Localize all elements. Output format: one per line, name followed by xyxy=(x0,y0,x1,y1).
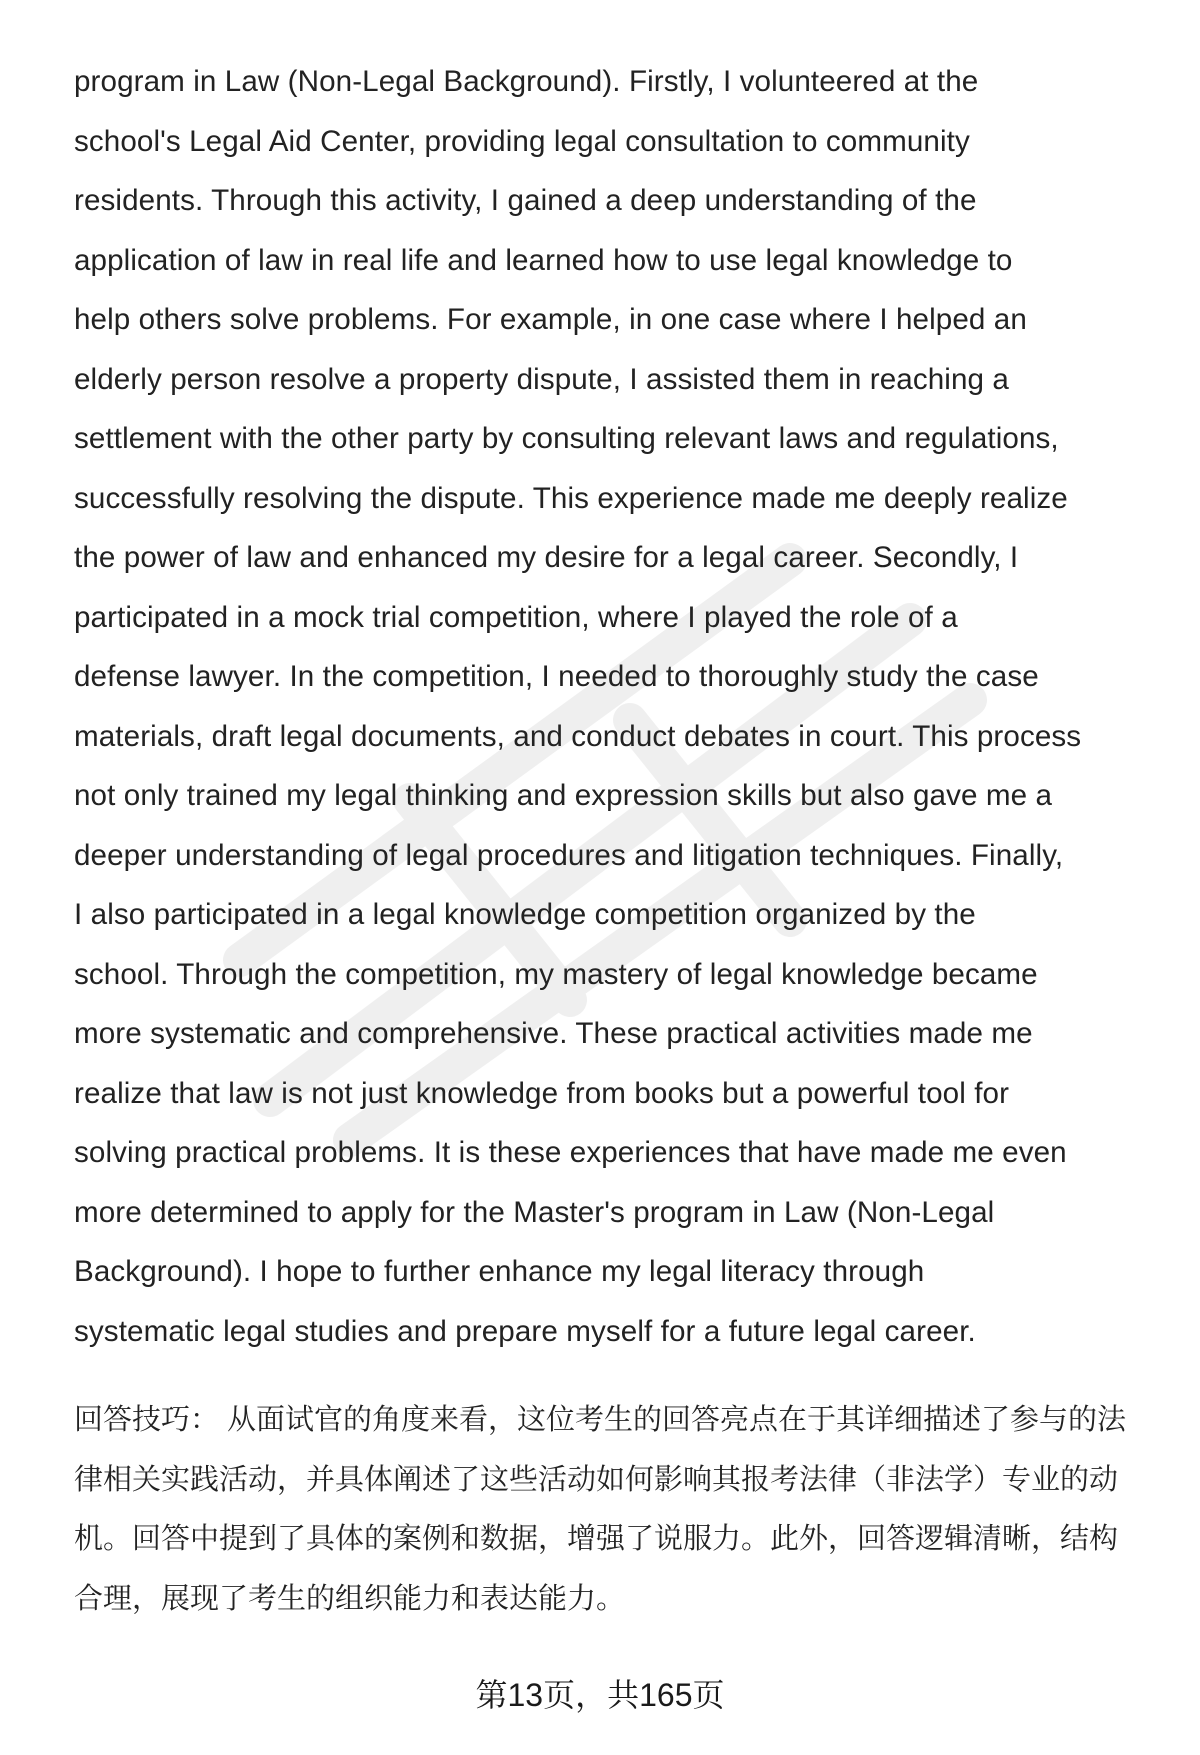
body-line: systematic legal studies and prepare myself for a future legal career. xyxy=(74,1314,976,1348)
body-line: settlement with the other party by consulting relevant laws and regulations, xyxy=(74,422,1059,455)
body-line: materials, draft legal documents, and conduct debates in court. This process xyxy=(74,719,1082,753)
body-line: participated in a mock trial competition, where I played the role of a xyxy=(74,600,958,634)
body-line: elderly person resolve a property dispute, I assisted them in reaching a xyxy=(74,362,1009,396)
tips-line: 回答技巧： 从面试官的角度来看，这位考生的回答亮点在于其详细描述了参与的法 xyxy=(74,1404,1127,1436)
body-line: Background). I hope to further enhance my legal literacy through xyxy=(74,1255,925,1288)
body-line: successfully resolving the dispute. This experience made me deeply realize xyxy=(74,481,1068,515)
body-line: more determined to apply for the Master's program in Law (Non-Legal xyxy=(74,1195,995,1229)
tips-line: 律相关实践活动，并具体阐述了这些活动如何影响其报考法律（非法学）专业的动 xyxy=(74,1463,1119,1496)
body-line: realize that law is not just knowledge from books but a powerful tool for xyxy=(74,1076,1010,1110)
body-line: residents. Through this activity, I gained a deep understanding of the xyxy=(74,184,977,217)
body-line: the power of law and enhanced my desire for a legal career. Secondly, I xyxy=(74,541,1019,574)
body-line: program in Law (Non-Legal Background). Firstly, I volunteered at the xyxy=(74,65,979,98)
body-line: defense lawyer. In the competition, I needed to thoroughly study the case xyxy=(74,660,1039,693)
body-line: solving practical problems. It is these experiences that have made me even xyxy=(74,1136,1067,1169)
tips-line: 机。回答中提到了具体的案例和数据，增强了说服力。此外，回答逻辑清晰，结构 xyxy=(74,1523,1119,1555)
answer-body xyxy=(74,52,1174,1361)
body-line: I also participated in a legal knowledge competition organized by the xyxy=(74,898,976,931)
page-number: 第13页，共165页 xyxy=(475,1677,725,1713)
body-line: more systematic and comprehensive. These practical activities made me xyxy=(74,1017,1033,1050)
body-line: school's Legal Aid Center, providing legal consultation to community xyxy=(74,124,970,158)
body-line: school. Through the competition, my mastery of legal knowledge became xyxy=(74,957,1038,991)
body-line: deeper understanding of legal procedures and litigation techniques. Finally, xyxy=(74,838,1064,872)
body-line: application of law in real life and learned how to use legal knowledge to xyxy=(74,243,1013,277)
body-line: not only trained my legal thinking and expression skills but also gave me a xyxy=(74,779,1053,812)
body-line: help others solve problems. For example, in one case where I helped an xyxy=(74,303,1027,336)
tips-line: 合理，展现了考生的组织能力和表达能力。 xyxy=(74,1582,626,1615)
answer-tips xyxy=(74,1391,1154,1629)
